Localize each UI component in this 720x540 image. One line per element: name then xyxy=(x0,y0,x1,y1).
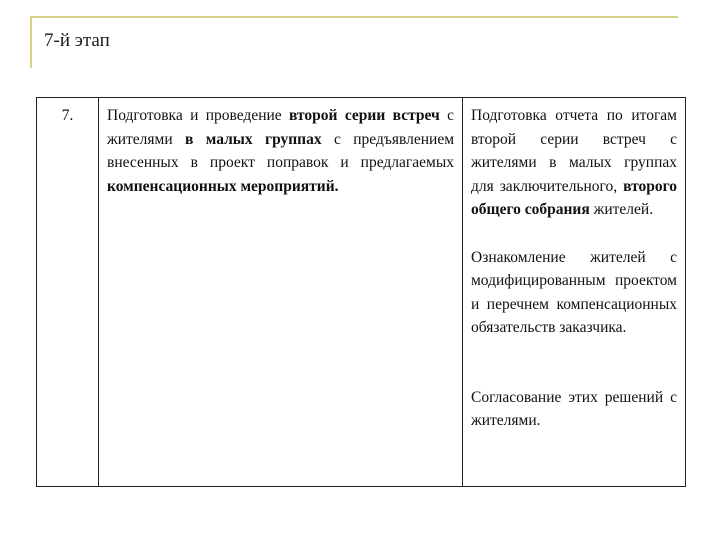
task-cell xyxy=(99,98,463,487)
row-number: 7. xyxy=(37,98,99,487)
result-paragraph xyxy=(471,386,677,433)
bold-text-run: в малых группах xyxy=(185,130,322,148)
text-run: Ознакомление жителей с модифицированным проектом и перечнем компенсационных обязательств заказчика. xyxy=(471,248,677,336)
frame-top-line xyxy=(30,16,678,18)
table-row xyxy=(37,98,686,487)
frame-left-line xyxy=(30,16,32,68)
text-run: Подготовка отчета по итогам второй серии встреч с жителями в малых группах для заключительного, xyxy=(471,107,677,195)
stage-table xyxy=(36,97,686,487)
text-run: с жителями xyxy=(107,107,454,148)
text-run: Подготовка и проведение xyxy=(107,107,290,124)
bold-text-run: компенсационных мероприятий. xyxy=(107,177,339,195)
text-run: Согласование этих решений с жителями. xyxy=(471,388,677,429)
result-paragraph xyxy=(471,246,677,340)
text-run: жителей. xyxy=(589,201,654,218)
result-paragraph xyxy=(471,104,677,222)
results-cell xyxy=(463,98,686,487)
text-run: с предъявлением внесенных в проект поправок и предлагаемых xyxy=(107,130,455,171)
bold-text-run: второй серии встреч xyxy=(289,107,440,124)
stage-title: 7-й этап xyxy=(44,30,110,51)
bold-text-run: второго общего собрания xyxy=(471,177,677,218)
task-text xyxy=(107,104,454,198)
